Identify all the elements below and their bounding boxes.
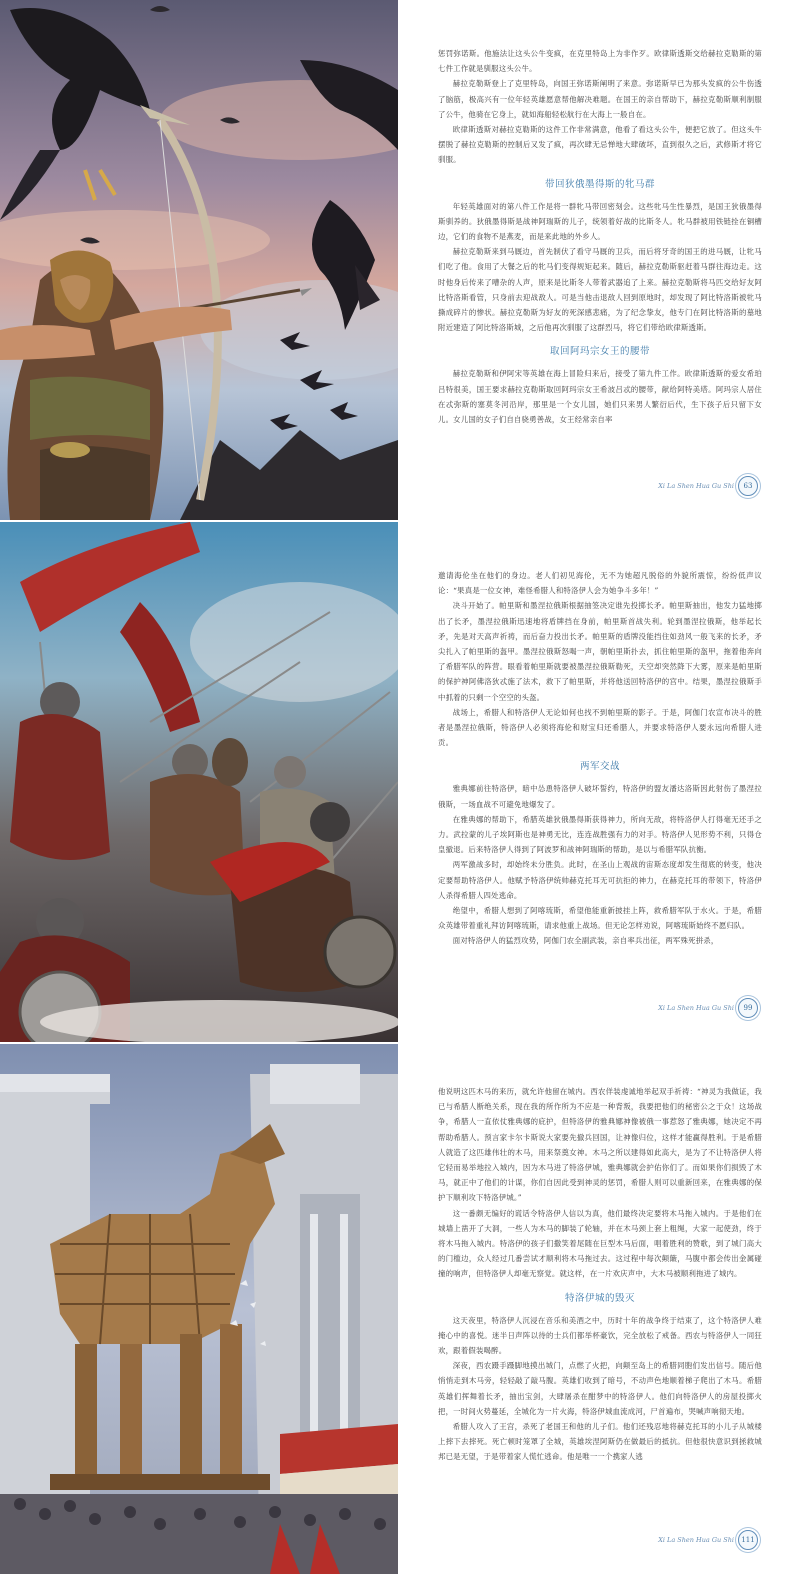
spread-trojan-horse xyxy=(0,1044,800,1574)
paragraph: 面对特洛伊人的猛烈攻势，阿伽门农全副武装，亲自率兵出征，两军殊死拼杀， xyxy=(452,936,719,946)
page-footer xyxy=(658,476,758,496)
paragraph: 这一番颇无编好的谎话令特洛伊人信以为真，他们最终决定要将木马拖入城内。于是他们在城墙上凿开了大洞，一些人为木马的脚装了轮轴，并在木马颈上套上粗绳，大家一起使劲，终于将木马拖入城内。特洛伊的孩子们撒笑着尾随在巨型木马后面，唱着胜利的赞歌，到了城门高大的门槛边，众人经过几番尝试才顺利将木马拖过去。这过程中每次颠簸，马腹中都会传出金属碰撞的响声，但特洛伊人却毫无察觉。就这样，在一片欢庆声中，大木马被顺利拖进了城内。 xyxy=(438,1208,762,1279)
paragraph: 两军激战多时，却始终未分胜负。此时，在圣山上观战的宙斯态度却发生彻底的转变，他决定要帮助特洛伊人。他赋予特洛伊统帅赫克托耳无可抗拒的神力，在赫克托耳的带领下，特洛伊人杀得希腊人四处逃命。 xyxy=(438,860,762,900)
page-number: 63 xyxy=(738,476,758,496)
paragraph: 赫拉克勒斯和伊阿宋等英雄在海上冒险归来后，接受了第九件工作。欧律斯透斯的爱女希珀吕特很美，国王要求赫拉克勒斯取回阿玛宗女王希波吕忒的腰带，献给阿特美塔。阿玛宗人居住在忒弥斯的塞莫冬河沿岸，那里是一个女儿国，她们只来男人繁衍后代，生下孩子后只留下女儿。女儿国的女子们自自骁勇善战，女王经常亲自率 xyxy=(438,369,762,425)
trojan-horse-image xyxy=(0,1044,398,1574)
page-number: 111 xyxy=(738,1530,758,1550)
page-body xyxy=(438,1084,762,1465)
spread-hercules xyxy=(0,0,800,520)
section-heading: 带回狄俄墨得斯的牝马群 xyxy=(544,178,655,190)
paragraph: 决斗开始了。帕里斯和墨涅拉俄斯根据抽签决定谁先投掷长矛。帕里斯抽出，他发力猛地掷出了长矛，墨涅拉俄斯迅速地将盾牌挡在身前，帕里斯首战失利。轮到墨涅拉俄斯，他举起长矛，先是对天高声祈祷，而后奋力投出长矛。帕里斯的盾牌没能挡住如劲风一般飞来的长矛，矛尖扎入了帕里斯的盔甲。墨涅拉俄斯怒喝一声，朝帕里斯扑去，抓住帕里斯的盔甲，拖着他奔向了希腊军队的阵营。眼看着帕里斯就要被墨涅拉俄斯勒死，天空却突然降下大雾，原来是帕里斯的保护神阿佛洛狄忒施了法术，救下了帕里斯，并将他送回特洛伊的宫中。结果，墨涅拉俄斯手中抓着的只剩一个空空的头盔。 xyxy=(438,601,762,702)
spread-battle xyxy=(0,522,800,1042)
page-number: 99 xyxy=(738,998,758,1018)
paragraph: 欧律斯透斯对赫拉克勒斯的这件工作非常满意，他看了看这头公牛，便把它放了。但这头牛摆脱了赫拉克勒斯的控制后又发了疯，再次肆无忌惮地大肆破坏，直到很久之后，武修斯才将它驯服。 xyxy=(438,125,762,165)
text-page-99 xyxy=(398,522,800,1042)
footer-series-mark: Xi La Shen Hua Gu Shi xyxy=(658,1536,734,1544)
paragraph: 邀请海伦坐在他们的身边。老人们初见海伦，无不为她超凡脱俗的外貌所震惊，纷纷低声议论：“果真是一位女神，难怪希腊人和特洛伊人会为她争斗多年！” xyxy=(438,571,762,596)
paragraph: 战场上，希腊人和特洛伊人无论如何也找不到帕里斯的影子。于是，阿伽门农宣布决斗的胜者是墨涅拉俄斯，特洛伊人必须将海伦和财宝归还希腊人，并要求特洛伊人要永远向希腊人进贡。 xyxy=(438,707,762,748)
paragraph: 年轻英雄面对的第八件工作是将一群牝马带回密刻会。这些牝马生性暴烈，是国王狄俄墨得斯驯养的。狄俄墨得斯是战神阿瑞斯的儿子，统领着好战的比斯冬人。牝马群被用铁链拴在铜槽边，它们的食物不是燕麦，而是来此地的外乡人。 xyxy=(438,201,762,242)
page-footer xyxy=(658,1530,758,1550)
battle-image xyxy=(0,522,398,1042)
paragraph: 赫拉克勒斯来到马厩边，首先制伏了看守马厩的卫兵，而后将牙奇的国王的进马厩，让牝马们吃了他。食用了大餐之后的牝马们变得规矩起来。随后，赫拉克勒斯驱赶着马群往海边走。这时他身后传来了嘈杂的人声，原来是比斯冬人带着武器追了上来。赫拉克勒斯将马匹交给好友阿比特洛斯看管，只身前去迎战敌人。可是当他击退敌人回到原地时，却发现了阿比特洛斯被牝马撕成碎片的惨状。赫拉克勒斯为好友的死深感悲痛，为了纪念挚友，他专门在阿比特洛斯的墓地附近建造了阿比特洛斯城，之后他再次驯服了这群烈马，将它们带给欧律斯透斯。 xyxy=(438,247,762,333)
illustration-battle xyxy=(0,522,398,1042)
paragraph: 希腊人攻入了王宫，杀死了老国王和他的儿子们。他们还残忍地将赫克托耳的小儿子从城楼上摔下去摔死。死亡顿时笼罩了全城，英雄埃涅阿斯仍在做最后的抵抗。但他很快意识到拯救城邦已是无望，于是带着家人慌忙逃命。他是唯一一个携家人逃 xyxy=(438,1422,762,1462)
page-body xyxy=(438,46,762,427)
paragraph: 雅典娜前往特洛伊，暗中怂恿特洛伊人破坏誓约，特洛伊的盟友潘达洛斯因此射伤了墨涅拉俄斯，一场血战不可避免地爆发了。 xyxy=(438,784,762,809)
text-page-63 xyxy=(398,0,800,520)
text-page-111 xyxy=(398,1044,800,1574)
page-footer xyxy=(658,998,758,1018)
hercules-archer-image xyxy=(0,0,398,520)
paragraph: 绝望中，希腊人想到了阿喀琉斯，希望他能重新披挂上阵，救希腊军队于水火。于是，希腊众英雄带着重礼拜访阿喀琉斯，请求他重上战场。但无论怎样劝说，阿喀琉斯始终不愿归队。 xyxy=(438,906,762,931)
paragraph: 他说明这匹木马的来历，就允许他留在城内。西农佯装虔诚地举起双手祈祷：“神灵为我做证，我已与希腊人断绝关系，现在我的所作所为不应是一种背叛，我要把他们的秘密公之于众！这场战争，希腊人一直依仗雅典娜的庇护，但特洛伊的雅典娜神像被俄一事惹怒了雅典娜，她决定不再帮助希腊人。预言家卡尔卡斯说大家要先撤兵回国，让神像归位，这样才能赢得胜利。于是希腊人就造了这匹雄伟壮的木马，用来祭奠女神。木马之所以建得如此高大，是为了不让特洛伊人将它轻而易举地拉入城内，因为木马进了特洛伊城，雅典娜就会护佑你们了。而如果你们损毁了木马，就正中了他们的计谋，你们自因此受到神灵的惩罚，希腊人则可以重新回来，在雅典娜的保护下顺利攻下特洛伊城。” xyxy=(438,1087,762,1203)
illustration-hercules-archer xyxy=(0,0,398,520)
footer-series-mark: Xi La Shen Hua Gu Shi xyxy=(658,482,734,490)
paragraph: 这天夜里，特洛伊人沉浸在音乐和美酒之中，历时十年的战争终于结束了，这个特洛伊人难掩心中的喜悦。迷半日声阵以待的士兵们都举杯豪饮，完全放松了戒备。西农与特洛伊人一同狂欢，跟着假装喝醉。 xyxy=(438,1315,762,1356)
section-heading: 特洛伊城的毁灭 xyxy=(564,1292,635,1304)
paragraph: 深夜，西农蹑手蹑脚地摸出城门，点燃了火把，向颠至岛上的希腊同胞们发出信号。随后他悄悄走到木马旁，轻轻敲了敲马腹。英雄们收到了暗号，不动声色地顺着梯子爬出了木马。希腊英雄们挥舞着长矛，抽出宝剑，大肆屠杀在酣梦中的特洛伊人。他们向特洛伊人的房屋投掷火把，一时间火势蔓延，全城化为一片火海，特洛伊城血流成河，尸首遍布，哭喊声响彻天地。 xyxy=(438,1361,762,1416)
paragraph: 在雅典娜的帮助下，希腊英雄狄俄墨得斯获得神力，所向无敌，将特洛伊人打得毫无还手之力。武拉蒙的儿子埃阿斯也是神勇无比，连连战胜强有力的对手。特洛伊人见形势不利，只得仓皇撤退。后来特洛伊人得到了阿波罗和战神阿瑞斯的帮助，是以与希腊军队抗衡。 xyxy=(438,814,762,855)
section-heading: 两军交战 xyxy=(579,761,620,773)
section-heading: 取回阿玛宗女王的腰带 xyxy=(549,346,650,358)
footer-series-mark: Xi La Shen Hua Gu Shi xyxy=(658,1004,734,1012)
paragraph: 惩罚弥诺斯。他施法让这头公牛变疯，在克里特岛上为非作歹。欧律斯透斯交给赫拉克勒斯的第七件工作就是驯服这头公牛。 xyxy=(438,49,762,74)
page-body xyxy=(438,568,762,949)
illustration-trojan-horse xyxy=(0,1044,398,1574)
paragraph: 赫拉克勒斯登上了克里特岛，向国王弥诺斯阐明了来意。弥诺斯早已为那头发疯的公牛伤透了脑筋，极高兴有一位年轻英雄愿意帮他解决难题。在国王的亲自帮助下，赫拉克勒斯顺利制服了公牛，他骑在它身上，就如海船轻松航行在大海上一般自在。 xyxy=(438,79,762,119)
